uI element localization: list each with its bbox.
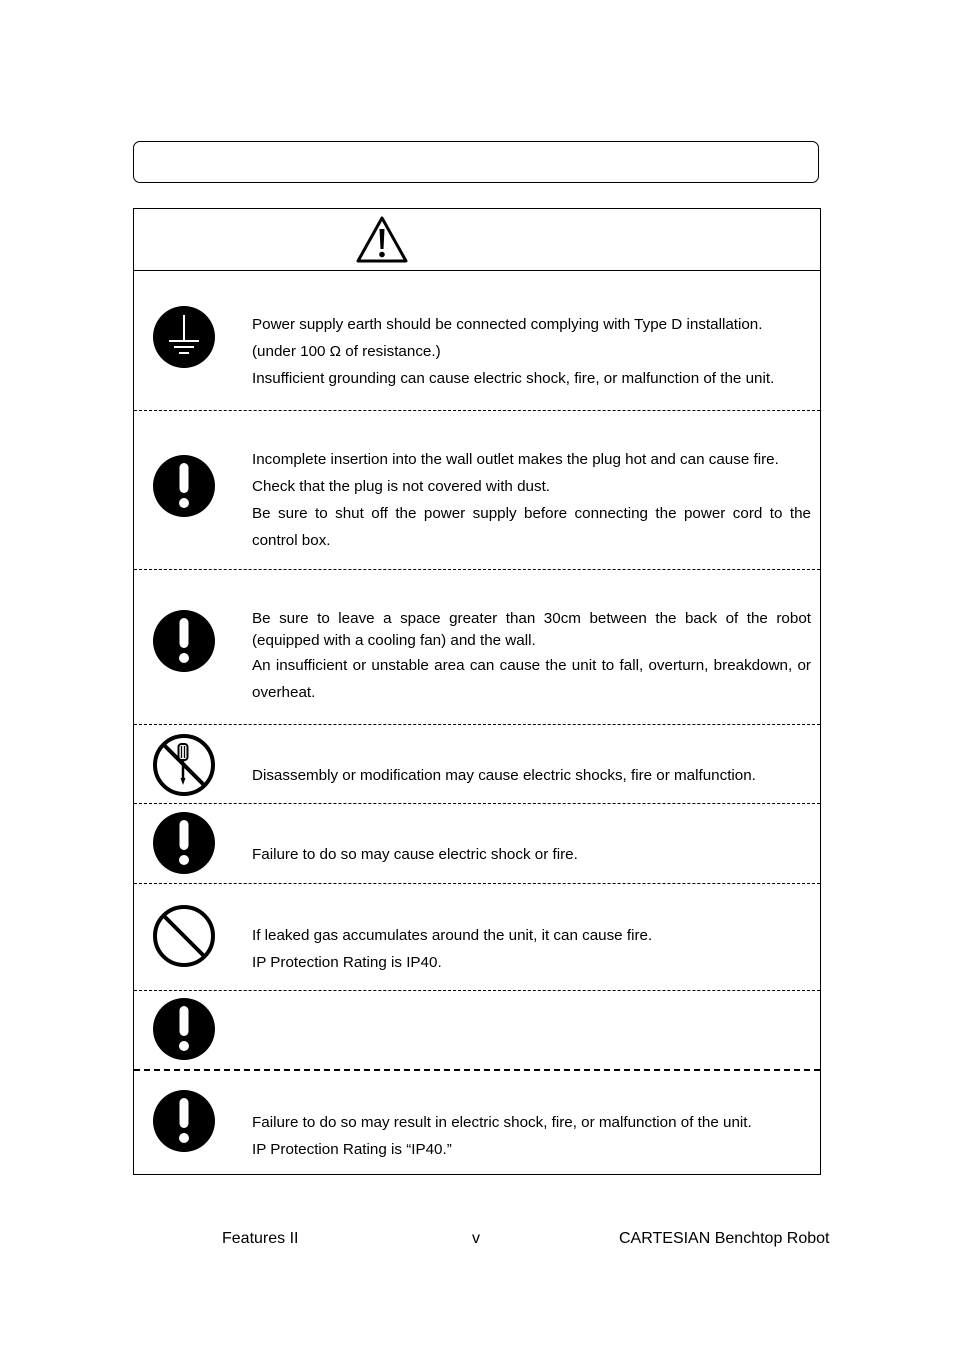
prohibition-icon	[152, 904, 216, 968]
table-row	[134, 991, 820, 1071]
row-text-line: (under 100 Ω of resistance.)	[252, 343, 441, 360]
row-text-line: Failure to do so may result in electric shock, fire, or malfunction of the unit.	[252, 1114, 752, 1131]
exclamation-icon	[152, 997, 216, 1061]
table-row	[134, 1071, 820, 1174]
exclamation-icon	[152, 811, 216, 875]
table-header	[134, 209, 820, 271]
row-text-line: IP Protection Rating is IP40.	[252, 954, 442, 971]
row-text-line: Failure to do so may cause electric shock or fire.	[252, 846, 578, 863]
table-row	[134, 884, 820, 991]
exclamation-icon	[152, 454, 216, 518]
exclamation-icon	[152, 1089, 216, 1153]
row-text-line: Be sure to shut off the power supply before connecting the power cord to the control box.	[252, 505, 811, 549]
row-text-line: Power supply earth should be connected complying with Type D installation.	[252, 316, 763, 333]
exclamation-icon	[152, 609, 216, 673]
title-box	[133, 141, 819, 183]
table-row	[134, 271, 820, 411]
row-text-line: Incomplete insertion into the wall outlet makes the plug hot and can cause fire.	[252, 451, 779, 468]
row-text-line: An insufficient or unstable area can cause the unit to fall, overturn, breakdown, or overheat.	[252, 657, 811, 701]
row-text-line: If leaked gas accumulates around the unit, it can cause fire.	[252, 927, 653, 944]
footer-left: Features II	[222, 1230, 299, 1247]
table-row	[134, 411, 820, 570]
caution-table	[133, 208, 821, 1175]
row-text-line: Check that the plug is not covered with dust.	[252, 478, 551, 495]
ground-icon	[152, 305, 216, 369]
footer-page-number: v	[472, 1230, 480, 1247]
row-text-line: Insufficient grounding can cause electric shock, fire, or malfunction of the unit.	[252, 370, 775, 387]
table-row	[134, 804, 820, 884]
warning-triangle-icon	[355, 215, 409, 264]
table-row	[134, 570, 820, 725]
row-text-line: IP Protection Rating is “IP40.”	[252, 1141, 452, 1158]
table-row	[134, 725, 820, 804]
footer-right: CARTESIAN Benchtop Robot	[619, 1230, 830, 1247]
no-disassembly-icon	[152, 733, 216, 797]
row-text-line: Disassembly or modification may cause electric shocks, fire or malfunction.	[252, 767, 756, 784]
row-text-line: Be sure to leave a space greater than 30cm between the back of the robot (equipped with a cooling fan) and the wall.	[252, 610, 811, 649]
